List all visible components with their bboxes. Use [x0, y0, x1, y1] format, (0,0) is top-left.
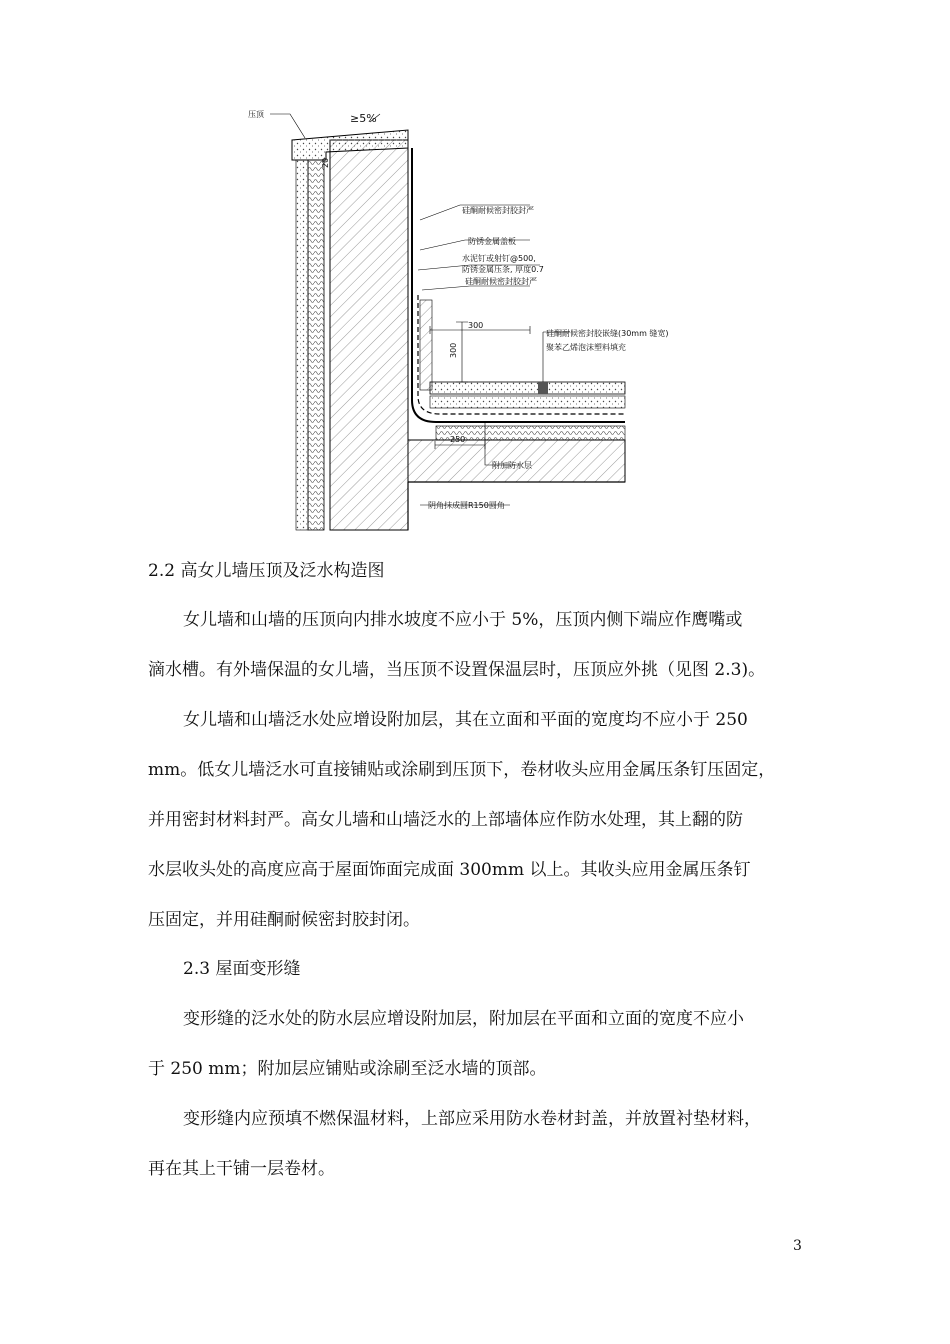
label-joint-seal: 硅酮耐候密封胶嵌缝(30mm 缝宽): [546, 329, 669, 338]
paragraph-4-line-2: 再在其上干铺一层卷材。: [148, 1159, 335, 1179]
parapet-wall: [330, 140, 408, 530]
label-dim250: 250: [450, 435, 466, 444]
paragraph-2-line-2: mm。低女儿墙泛水可直接铺贴或涂刷到压顶下，卷材收头应用金属压条钉压固定，: [148, 760, 776, 780]
roof-finish: [430, 382, 625, 394]
paragraph-2-line-5: 压固定，并用硅酮耐候密封胶封闭。: [148, 910, 420, 930]
label-coping: 压顶: [248, 110, 264, 119]
paragraph-3-line-2: 于 250 mm；附加层应铺贴或涂刷至泛水墙的顶部。: [148, 1059, 547, 1079]
page-number: 3: [793, 1238, 802, 1254]
label-dim300h: 300: [468, 321, 484, 330]
paragraph-2-line-3: 并用密封材料封严。高女儿墙和山墙泛水的上部墙体应作防水处理，其上翻的防: [148, 810, 743, 830]
figure-caption: 2.2 高女儿墙压顶及泛水构造图: [148, 561, 385, 581]
label-flashing: 防锈金属盖板: [468, 237, 516, 246]
exterior-insulation: [308, 160, 324, 530]
label-nail: 水泥钉或射钉@500,: [462, 254, 536, 263]
paragraph-2-line-4: 水层收头处的高度应高于屋面饰面完成面 300mm 以上。其收头应用金属压条钉: [148, 860, 751, 880]
roof-screed: [430, 396, 625, 408]
label-dim300v: 300: [449, 342, 458, 358]
paragraph-3-line-1: 变形缝的泛水处的防水层应增设附加层，附加层在平面和立面的宽度不应小: [183, 1009, 744, 1029]
section-heading-2-3: 2.3 屋面变形缝: [183, 959, 301, 979]
expansion-joint: [538, 382, 548, 394]
paragraph-1-line-1: 女儿墙和山墙的压顶向内排水坡度不应小于 5%，压顶内侧下端应作鹰嘴或: [183, 610, 743, 630]
label-sealant-top: 硅酮耐候密封胶封严: [462, 206, 534, 215]
label-fillet: 阴角抹成圆R150圆角: [428, 501, 505, 510]
label-additional-layer: 附加防水层: [492, 461, 532, 470]
parapet-detail-drawing: [230, 100, 669, 540]
label-foam-fill: 聚苯乙烯泡沫塑料填充: [546, 343, 626, 352]
protective-layer: [420, 300, 432, 390]
label-bar: 防锈金属压条, 厚度0.7: [462, 265, 544, 274]
label-dim20: 20: [321, 157, 330, 168]
parapet-detail-svg: [230, 100, 669, 540]
label-slope: ≥5%: [350, 112, 377, 125]
label-sealant-mid: 硅酮耐候密封胶封严: [465, 277, 537, 286]
paragraph-1-line-2: 滴水槽。有外墙保温的女儿墙，当压顶不设置保温层时，压顶应外挑（见图 2.3)。: [148, 660, 766, 680]
paragraph-4-line-1: 变形缝内应预填不燃保温材料，上部应采用防水卷材封盖，并放置衬垫材料，: [183, 1109, 761, 1129]
exterior-plaster: [296, 160, 308, 530]
paragraph-2-line-1: 女儿墙和山墙泛水处应增设附加层，其在立面和平面的宽度均不应小于 250: [183, 710, 748, 730]
